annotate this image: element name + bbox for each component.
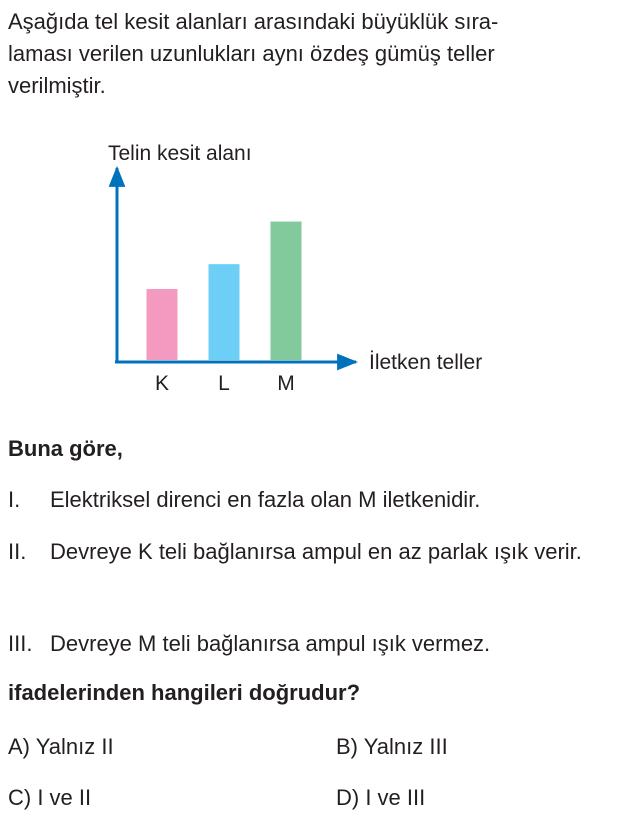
question-prompt: ifadelerinden hangileri doğrudur?: [8, 680, 361, 705]
intro-line-1: Aşağıda tel kesit alanları arasındaki büyüklük sıra-: [8, 9, 499, 34]
statement-3-number: III.: [8, 631, 33, 656]
statement-2: [8, 530, 626, 574]
statement-3: [8, 622, 626, 666]
statement-2-number: II.: [8, 539, 27, 564]
intro-text: [8, 6, 624, 102]
intro-line-2: laması verilen uzunlukları aynı özdeş gümüş teller: [8, 41, 495, 66]
bars: [147, 222, 302, 360]
bar-chart: [0, 130, 630, 410]
x-tick-labels: [155, 372, 295, 395]
bar-m: [271, 222, 302, 360]
statement-3-text: Devreye M teli bağlanırsa ampul ışık vermez.: [50, 631, 491, 656]
statement-1-number: I.: [8, 487, 21, 512]
statement-1-text: Elektriksel direnci en fazla olan M iletkenidir.: [50, 487, 481, 512]
option-b[interactable]: B) Yalnız III: [336, 734, 448, 759]
statement-1: [8, 478, 626, 522]
x-tick-label-m: M: [277, 372, 295, 395]
x-axis-label: İletken teller: [369, 351, 483, 374]
option-d[interactable]: D) I ve III: [336, 785, 426, 810]
question-intro: Buna göre,: [8, 436, 123, 461]
option-a[interactable]: A) Yalnız II: [8, 734, 114, 759]
statement-2-text: Devreye K teli bağlanırsa ampul en az parlak ışık verir.: [50, 539, 582, 564]
x-tick-label-l: L: [218, 372, 230, 395]
bar-k: [147, 289, 178, 360]
y-axis-label: Telin kesit alanı: [108, 142, 252, 165]
option-c[interactable]: C) I ve II: [8, 785, 92, 810]
bar-l: [209, 264, 240, 360]
x-tick-label-k: K: [154, 372, 170, 395]
intro-line-3: verilmiştir.: [8, 73, 106, 98]
